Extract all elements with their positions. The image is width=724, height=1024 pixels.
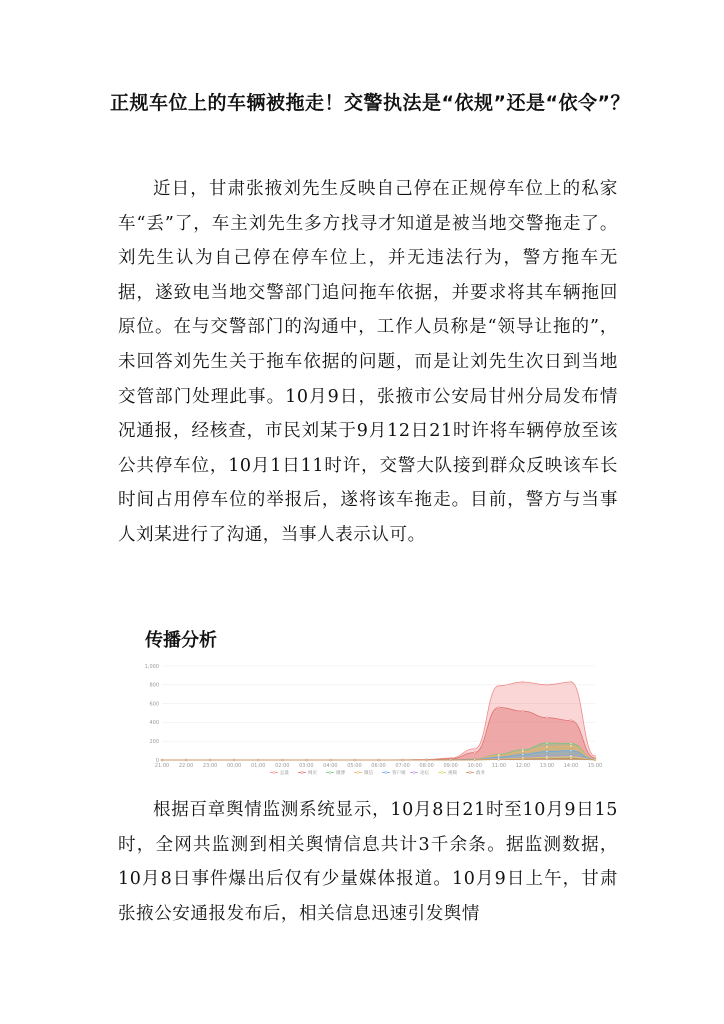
y-tick-label: 200 [149, 739, 159, 745]
legend-marker [413, 771, 415, 773]
x-tick-label: 00:00 [226, 763, 242, 769]
x-tick-label: 22:00 [178, 763, 194, 769]
data-point [474, 748, 476, 750]
legend-marker [357, 771, 359, 773]
data-point [354, 759, 356, 761]
legend-marker [469, 771, 471, 773]
data-point [570, 750, 572, 752]
body-paragraph-2: 根据百章舆情监测系统显示，10月8日21时至10月9日15时，全网共监测到相关舆情信息共计3千余条。据监测数据，10月8日事件爆出后仅有少量媒体报道。10月9日上午，甘肃张掖公安通报发布后，相关信息迅速引发舆情 [118, 800, 618, 924]
data-point [185, 759, 187, 761]
data-point [209, 759, 211, 761]
data-point [570, 681, 572, 683]
data-point [570, 745, 572, 747]
data-point [257, 759, 259, 761]
data-point [402, 759, 404, 761]
section-heading: 传播分析 [145, 630, 217, 651]
x-tick-label: 08:00 [419, 763, 434, 769]
data-point [522, 749, 524, 751]
data-point [522, 751, 524, 753]
y-tick-label: 800 [149, 682, 159, 689]
legend-marker [301, 771, 303, 773]
x-tick-label: 03:00 [299, 763, 314, 769]
data-point [546, 742, 548, 744]
x-tick-label: 15:00 [587, 763, 603, 769]
y-tick-label: 600 [149, 701, 159, 708]
x-tick-label: 14:00 [563, 763, 579, 769]
data-point [522, 710, 524, 712]
x-tick-label: 05:00 [347, 763, 362, 769]
x-tick-label: 02:00 [275, 763, 290, 769]
legend-marker [273, 771, 275, 773]
y-tick-label: 400 [149, 720, 159, 727]
legend-label: 微信 [364, 771, 373, 776]
legend-marker [441, 771, 443, 773]
data-point [378, 759, 380, 761]
data-point [498, 685, 500, 687]
x-tick-label: 10:00 [467, 763, 482, 769]
x-tick-label: 11:00 [491, 763, 506, 769]
data-point [281, 759, 283, 761]
y-tick-label: 1,000 [144, 663, 159, 670]
legend-label: 论坛 [420, 771, 429, 776]
data-point [498, 706, 500, 708]
data-point [329, 759, 331, 761]
legend-label: 微博 [336, 771, 345, 776]
data-point [570, 757, 572, 759]
legend-label: 视频 [448, 771, 457, 776]
data-point [570, 720, 572, 722]
body-paragraph-1: 近日，甘肃张掖刘先生反映自己停在正规停车位上的私家车“丢”了，车主刘先生多方找寻才知道是被当地交警拖走了。刘先生认为自己停在停车位上，并无违法行为，警方拖车无据，遂致电当地交警部门追问拖车依据，并要求将其车辆拖回原位。在与交警部门的沟通中，工作人员称是“领导让拖的”，未回答刘先生关于拖车依据的问题，而是让刘先生次日到当地交管部门处理此事。10月9日，张掖市公安局甘州分局发布情况通报，经核查，市民刘某于9月12日21时许将车辆停放至该公共停车位，10月1日11时许，交警大队接到群众反映该车长时间占用停车位的举报后，遂将该车拖走。目前，警方与当事人刘某进行了沟通，当事人表示认可。 [118, 179, 618, 545]
data-point [161, 759, 163, 761]
legend-marker [385, 771, 387, 773]
data-point [546, 751, 548, 753]
data-point [522, 753, 524, 755]
x-tick-label: 01:00 [251, 763, 266, 769]
data-point [474, 759, 476, 761]
x-tick-label: 23:00 [202, 763, 218, 769]
legend-label: 网页 [308, 771, 317, 776]
data-point [546, 758, 548, 760]
data-point [474, 752, 476, 754]
data-point [522, 681, 524, 683]
x-tick-label: 04:00 [323, 763, 338, 769]
chart-svg [140, 660, 603, 782]
data-point [546, 717, 548, 719]
data-point [594, 759, 596, 761]
data-point [594, 755, 596, 757]
data-point [450, 759, 452, 761]
x-tick-label: 13:00 [539, 763, 555, 769]
propagation-chart [140, 660, 603, 782]
data-point [546, 746, 548, 748]
legend-label: 客户端 [392, 771, 406, 776]
data-point [305, 759, 307, 761]
x-tick-label: 12:00 [515, 763, 531, 769]
x-tick-label: 21:00 [154, 763, 170, 769]
x-tick-label: 06:00 [371, 763, 386, 769]
data-point [233, 759, 235, 761]
y-tick-label: 0 [155, 757, 159, 764]
data-point [546, 684, 548, 686]
legend-label: 总量 [280, 771, 289, 776]
data-point [570, 743, 572, 745]
legend-label: 政务 [476, 771, 485, 776]
x-tick-label: 09:00 [443, 763, 458, 769]
data-point [498, 759, 500, 761]
legend-marker [329, 771, 331, 773]
data-point [522, 758, 524, 760]
data-point [498, 754, 500, 756]
data-point [426, 759, 428, 761]
x-tick-label: 07:00 [395, 763, 410, 769]
article-title: 正规车位上的车辆被拖走！交警执法是“依规”还是“依令”？ [110, 92, 630, 114]
